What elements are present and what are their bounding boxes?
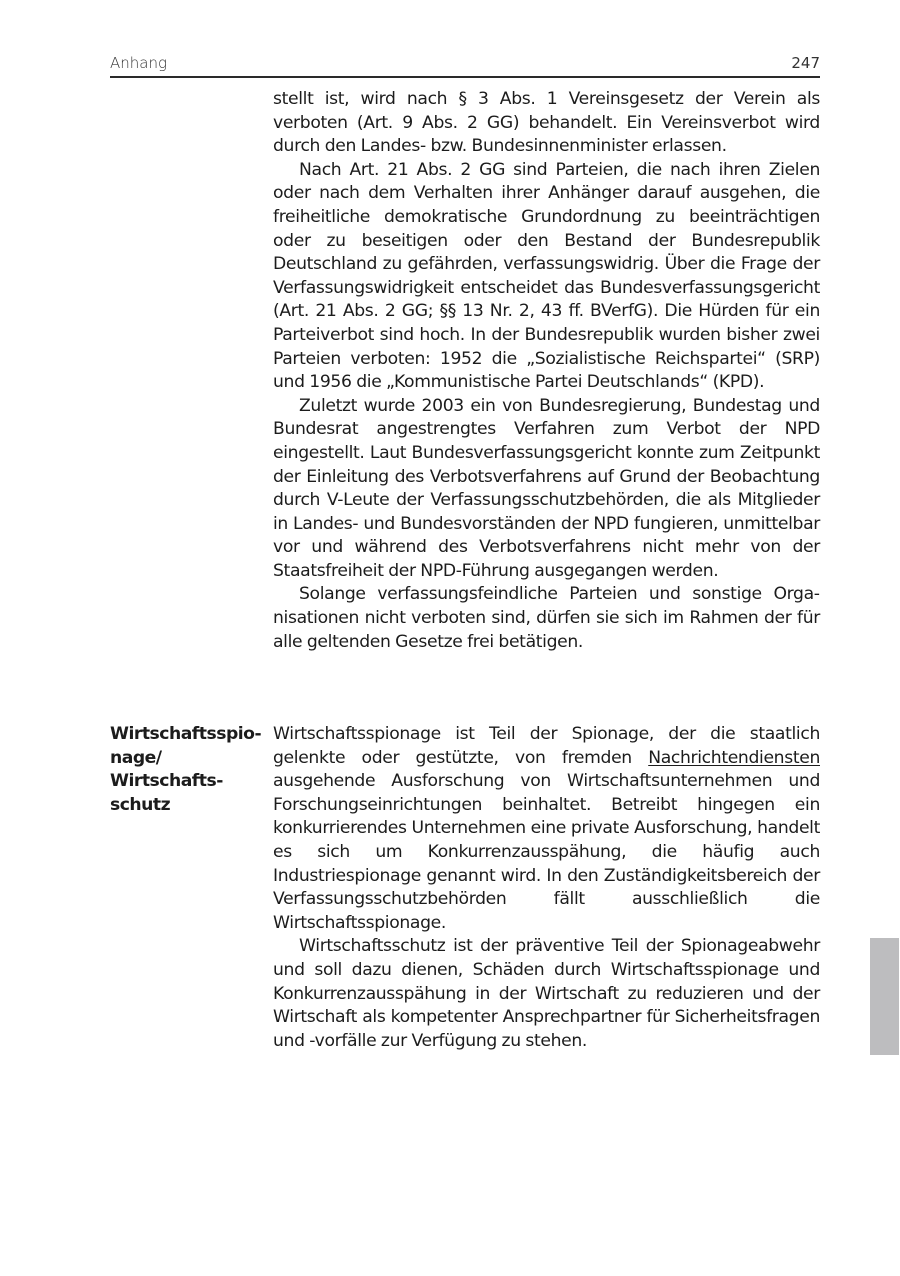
page-number: 247 bbox=[791, 54, 820, 72]
glossary-definition bbox=[273, 723, 820, 1053]
glossary-term bbox=[110, 723, 265, 817]
paragraph bbox=[273, 723, 820, 935]
text-run: Wirtschaftsspionage ist Teil der Spionage, der die staatlich gelenkte oder gestützte, von fremden bbox=[273, 724, 820, 768]
thumb-index-tab bbox=[870, 938, 899, 1055]
term-line: nage/ bbox=[110, 747, 162, 768]
text-run: ausgehende Ausforschung von Wirtschaftsunternehmen und Forschungseinrichtungen beinhaltet. Betreibt hingegen ein konkurrierendes Unternehmen eine private Ausforschung, handelt es sich um Konkurrenzausspähung, die häufig auch Industriespionage genannt wird. In den Zuständigkeitsbereich der Verfassungsschutzbehörden fällt ausschließlich die Wirtschaftsspionage. bbox=[273, 771, 820, 933]
paragraph: Solange verfassungsfeindliche Parteien und sonstige Organisationen nicht verboten sind, dürfen sie sich im Rahmen der für alle geltenden Gesetze frei betätigen. bbox=[273, 584, 820, 652]
paragraph: Wirtschaftsschutz ist der präventive Teil der Spionageabwehr und soll dazu dienen, Schäden durch Wirtschaftsspionage und Konkurrenzausspähung in der Wirtschaft zu reduzieren und der Wirtschaft als kompetenter Ansprechpartner für Sicherheitsfragen und -vorfälle zur Verfügung zu stehen. bbox=[273, 936, 820, 1051]
cross-reference-link[interactable]: Nachrichtendiensten bbox=[648, 747, 820, 768]
paragraph: Zuletzt wurde 2003 ein von Bundesregierung, Bundestag und Bundesrat angestrengtes Verfahren zum Verbot der NPD eingestellt. Laut Bundesverfassungsgericht konnte zum Zeitpunkt der Einleitung des Verbotsverfahrens auf Grund der Beobachtung durch V-Leute der Verfassungsschutzbehörden, die als Mitglieder in Landes- und Bundesvorständen der NPD fungieren, unmittelbar vor und während des Verbotsverfahrens nicht mehr von der Staatsfreiheit der NPD-Führung ausgegangen werden. bbox=[273, 395, 820, 581]
running-header bbox=[110, 52, 820, 78]
term-line: Wirtschaftsspio- bbox=[110, 724, 262, 744]
continuation-text bbox=[273, 88, 820, 654]
section-title: Anhang bbox=[110, 54, 167, 72]
paragraph: Nach Art. 21 Abs. 2 GG sind Parteien, die nach ihren Zielen oder nach dem Verhalten ihrer Anhänger darauf ausgehen, die freiheitliche demokratische Grundordnung zu beeinträchtigen oder zu beseitigen oder den Bestand der Bundesrepublik Deutschland zu gefährden, verfassungswidrig. Über die Frage der Verfassungswidrigkeit entscheidet das Bundesverfassungsgericht (Art. 21 Abs. 2 GG; §§ 13 Nr. 2, 43 ff. BVerfG). Die Hürden für ein Parteiverbot sind hoch. In der Bundesrepublik wurden bisher zwei Parteien verboten: 1952 die „Sozialistische Reichspartei“ (SRP) und 1956 die „Kommunistische Partei Deutschlands“ (KPD). bbox=[273, 159, 820, 393]
term-line: schutz bbox=[110, 794, 171, 815]
term-line: Wirtschafts- bbox=[110, 771, 223, 792]
paragraph: stellt ist, wird nach § 3 Abs. 1 Vereinsgesetz der Verein als verboten (Art. 9 Abs. 2 GG) behandelt. Ein Vereinsverbot wird durch den Landes- bzw. Bundesinnenminister erlassen. bbox=[273, 89, 820, 157]
